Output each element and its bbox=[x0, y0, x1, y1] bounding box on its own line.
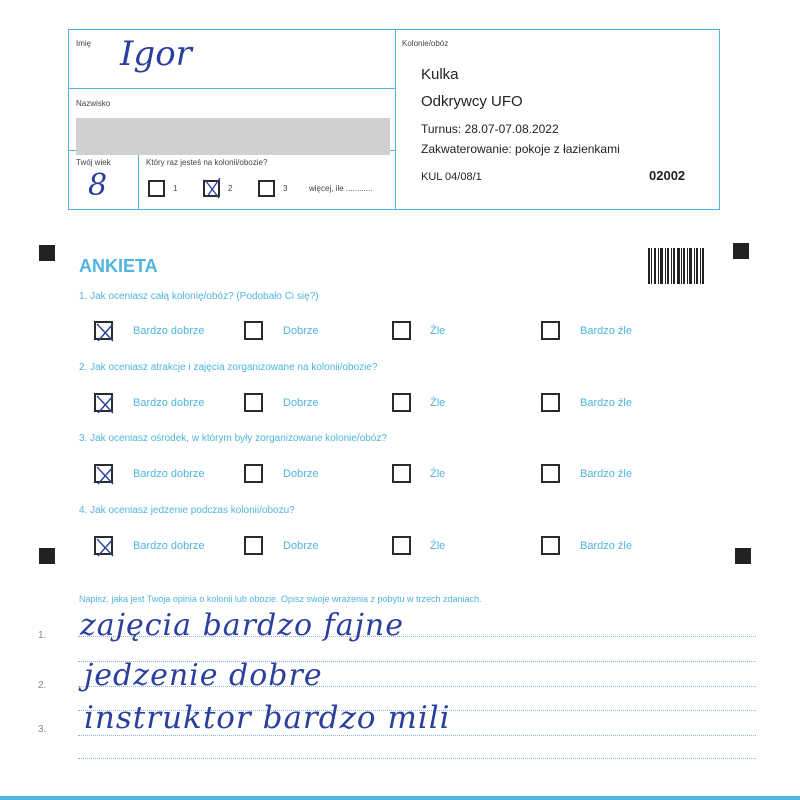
question-3: 3. Jak oceniasz ośrodek, w którym były zorganizowane kolonie/obóz? bbox=[79, 433, 387, 444]
check-mark-icon bbox=[96, 395, 115, 414]
option-label: Bardzo źle bbox=[580, 325, 632, 337]
question-4: 4. Jak oceniasz jedzenie podczas kolonii/obozu? bbox=[79, 505, 295, 516]
question-1: 1. Jak oceniasz całą kolonię/obóz? (Podobało Ci się?) bbox=[79, 291, 319, 302]
q1-option-bardzo-zle-checkbox[interactable] bbox=[541, 321, 560, 340]
option-label: Bardzo dobrze bbox=[133, 540, 205, 552]
option-label: Bardzo źle bbox=[580, 468, 632, 480]
barcode-icon bbox=[648, 248, 704, 284]
check-mark-icon bbox=[96, 538, 115, 557]
header-divider bbox=[395, 30, 396, 210]
check-mark-icon bbox=[96, 323, 115, 342]
accommodation: Zakwaterowanie: pokoje z łazienkami bbox=[421, 142, 620, 156]
times-question: Który raz jesteś na kolonii/obozie? bbox=[146, 158, 268, 167]
times-checkbox-2[interactable] bbox=[203, 180, 220, 197]
q1-option-dobrze-checkbox[interactable] bbox=[244, 321, 263, 340]
q4-option-zle-checkbox[interactable] bbox=[392, 536, 411, 555]
option-label: Dobrze bbox=[283, 540, 319, 552]
q3-option-zle-checkbox[interactable] bbox=[392, 464, 411, 483]
option-label: Bardzo dobrze bbox=[133, 397, 205, 409]
camp-place: Kulka bbox=[421, 66, 459, 83]
bottom-accent-bar bbox=[0, 796, 800, 800]
option-label: Źle bbox=[430, 540, 446, 552]
age-handwritten[interactable]: 8 bbox=[88, 168, 108, 203]
form-number: 02002 bbox=[649, 168, 686, 183]
answer-number: 2. bbox=[38, 680, 47, 691]
surname-label: Nazwisko bbox=[76, 99, 111, 108]
q2-option-bardzo-dobrze-checkbox[interactable] bbox=[94, 393, 113, 412]
q4-option-dobrze-checkbox[interactable] bbox=[244, 536, 263, 555]
option-label: Źle bbox=[430, 397, 446, 409]
q2-option-bardzo-zle-checkbox[interactable] bbox=[541, 393, 560, 412]
times-option-label: 1 bbox=[173, 184, 178, 193]
check-mark-icon bbox=[96, 466, 115, 485]
option-label: Dobrze bbox=[283, 468, 319, 480]
option-label: Bardzo źle bbox=[580, 397, 632, 409]
q2-option-dobrze-checkbox[interactable] bbox=[244, 393, 263, 412]
times-option-label: 2 bbox=[228, 184, 233, 193]
option-label: Źle bbox=[430, 468, 446, 480]
registration-mark bbox=[39, 548, 55, 564]
registration-mark bbox=[39, 245, 55, 261]
option-label: Bardzo dobrze bbox=[133, 468, 205, 480]
name-handwritten[interactable]: Igor bbox=[120, 34, 192, 74]
q3-option-dobrze-checkbox[interactable] bbox=[244, 464, 263, 483]
question-2: 2. Jak oceniasz atrakcje i zajęcia zorganizowane na kolonii/obozie? bbox=[79, 362, 378, 373]
times-checkbox-3[interactable] bbox=[258, 180, 275, 197]
times-option-label: 3 bbox=[283, 184, 288, 193]
q3-option-bardzo-dobrze-checkbox[interactable] bbox=[94, 464, 113, 483]
name-label: Imię bbox=[76, 39, 92, 48]
answer-number: 1. bbox=[38, 630, 47, 641]
surname-redaction bbox=[76, 118, 390, 155]
q1-option-bardzo-dobrze-checkbox[interactable] bbox=[94, 321, 113, 340]
option-label: Dobrze bbox=[283, 397, 319, 409]
q1-option-zle-checkbox[interactable] bbox=[392, 321, 411, 340]
answer-3-handwritten[interactable]: instruktor bardzo mili bbox=[84, 700, 451, 736]
header-divider bbox=[69, 88, 395, 89]
q4-option-bardzo-dobrze-checkbox[interactable] bbox=[94, 536, 113, 555]
camp-name: Odkrywcy UFO bbox=[421, 93, 523, 110]
check-mark-icon bbox=[205, 178, 222, 200]
times-more-label: więcej, ile ............ bbox=[309, 184, 373, 193]
answer-number: 3. bbox=[38, 724, 47, 735]
option-label: Dobrze bbox=[283, 325, 319, 337]
registration-mark bbox=[733, 243, 749, 259]
camp-label: Kolonie/obóz bbox=[402, 39, 449, 48]
answer-1-handwritten[interactable]: zajęcia bardzo fajne bbox=[80, 608, 404, 643]
header-divider bbox=[138, 150, 139, 210]
q2-option-zle-checkbox[interactable] bbox=[392, 393, 411, 412]
q4-option-bardzo-zle-checkbox[interactable] bbox=[541, 536, 560, 555]
answer-2-handwritten[interactable]: jedzenie dobre bbox=[84, 658, 323, 693]
age-label: Twój wiek bbox=[76, 158, 111, 167]
option-label: Bardzo źle bbox=[580, 540, 632, 552]
survey-title: ANKIETA bbox=[79, 256, 158, 276]
camp-code: KUL 04/08/1 bbox=[421, 171, 482, 183]
turnus-dates: Turnus: 28.07-07.08.2022 bbox=[421, 122, 559, 136]
registration-mark bbox=[735, 548, 751, 564]
option-label: Bardzo dobrze bbox=[133, 325, 205, 337]
opinion-prompt: Napisz, jaka jest Twoja opinia o kolonii lub obozie. Opisz swoje wrażenia z pobytu w trzech zdaniach. bbox=[79, 594, 482, 604]
answer-line bbox=[78, 758, 756, 759]
option-label: Źle bbox=[430, 325, 446, 337]
q3-option-bardzo-zle-checkbox[interactable] bbox=[541, 464, 560, 483]
times-checkbox-1[interactable] bbox=[148, 180, 165, 197]
